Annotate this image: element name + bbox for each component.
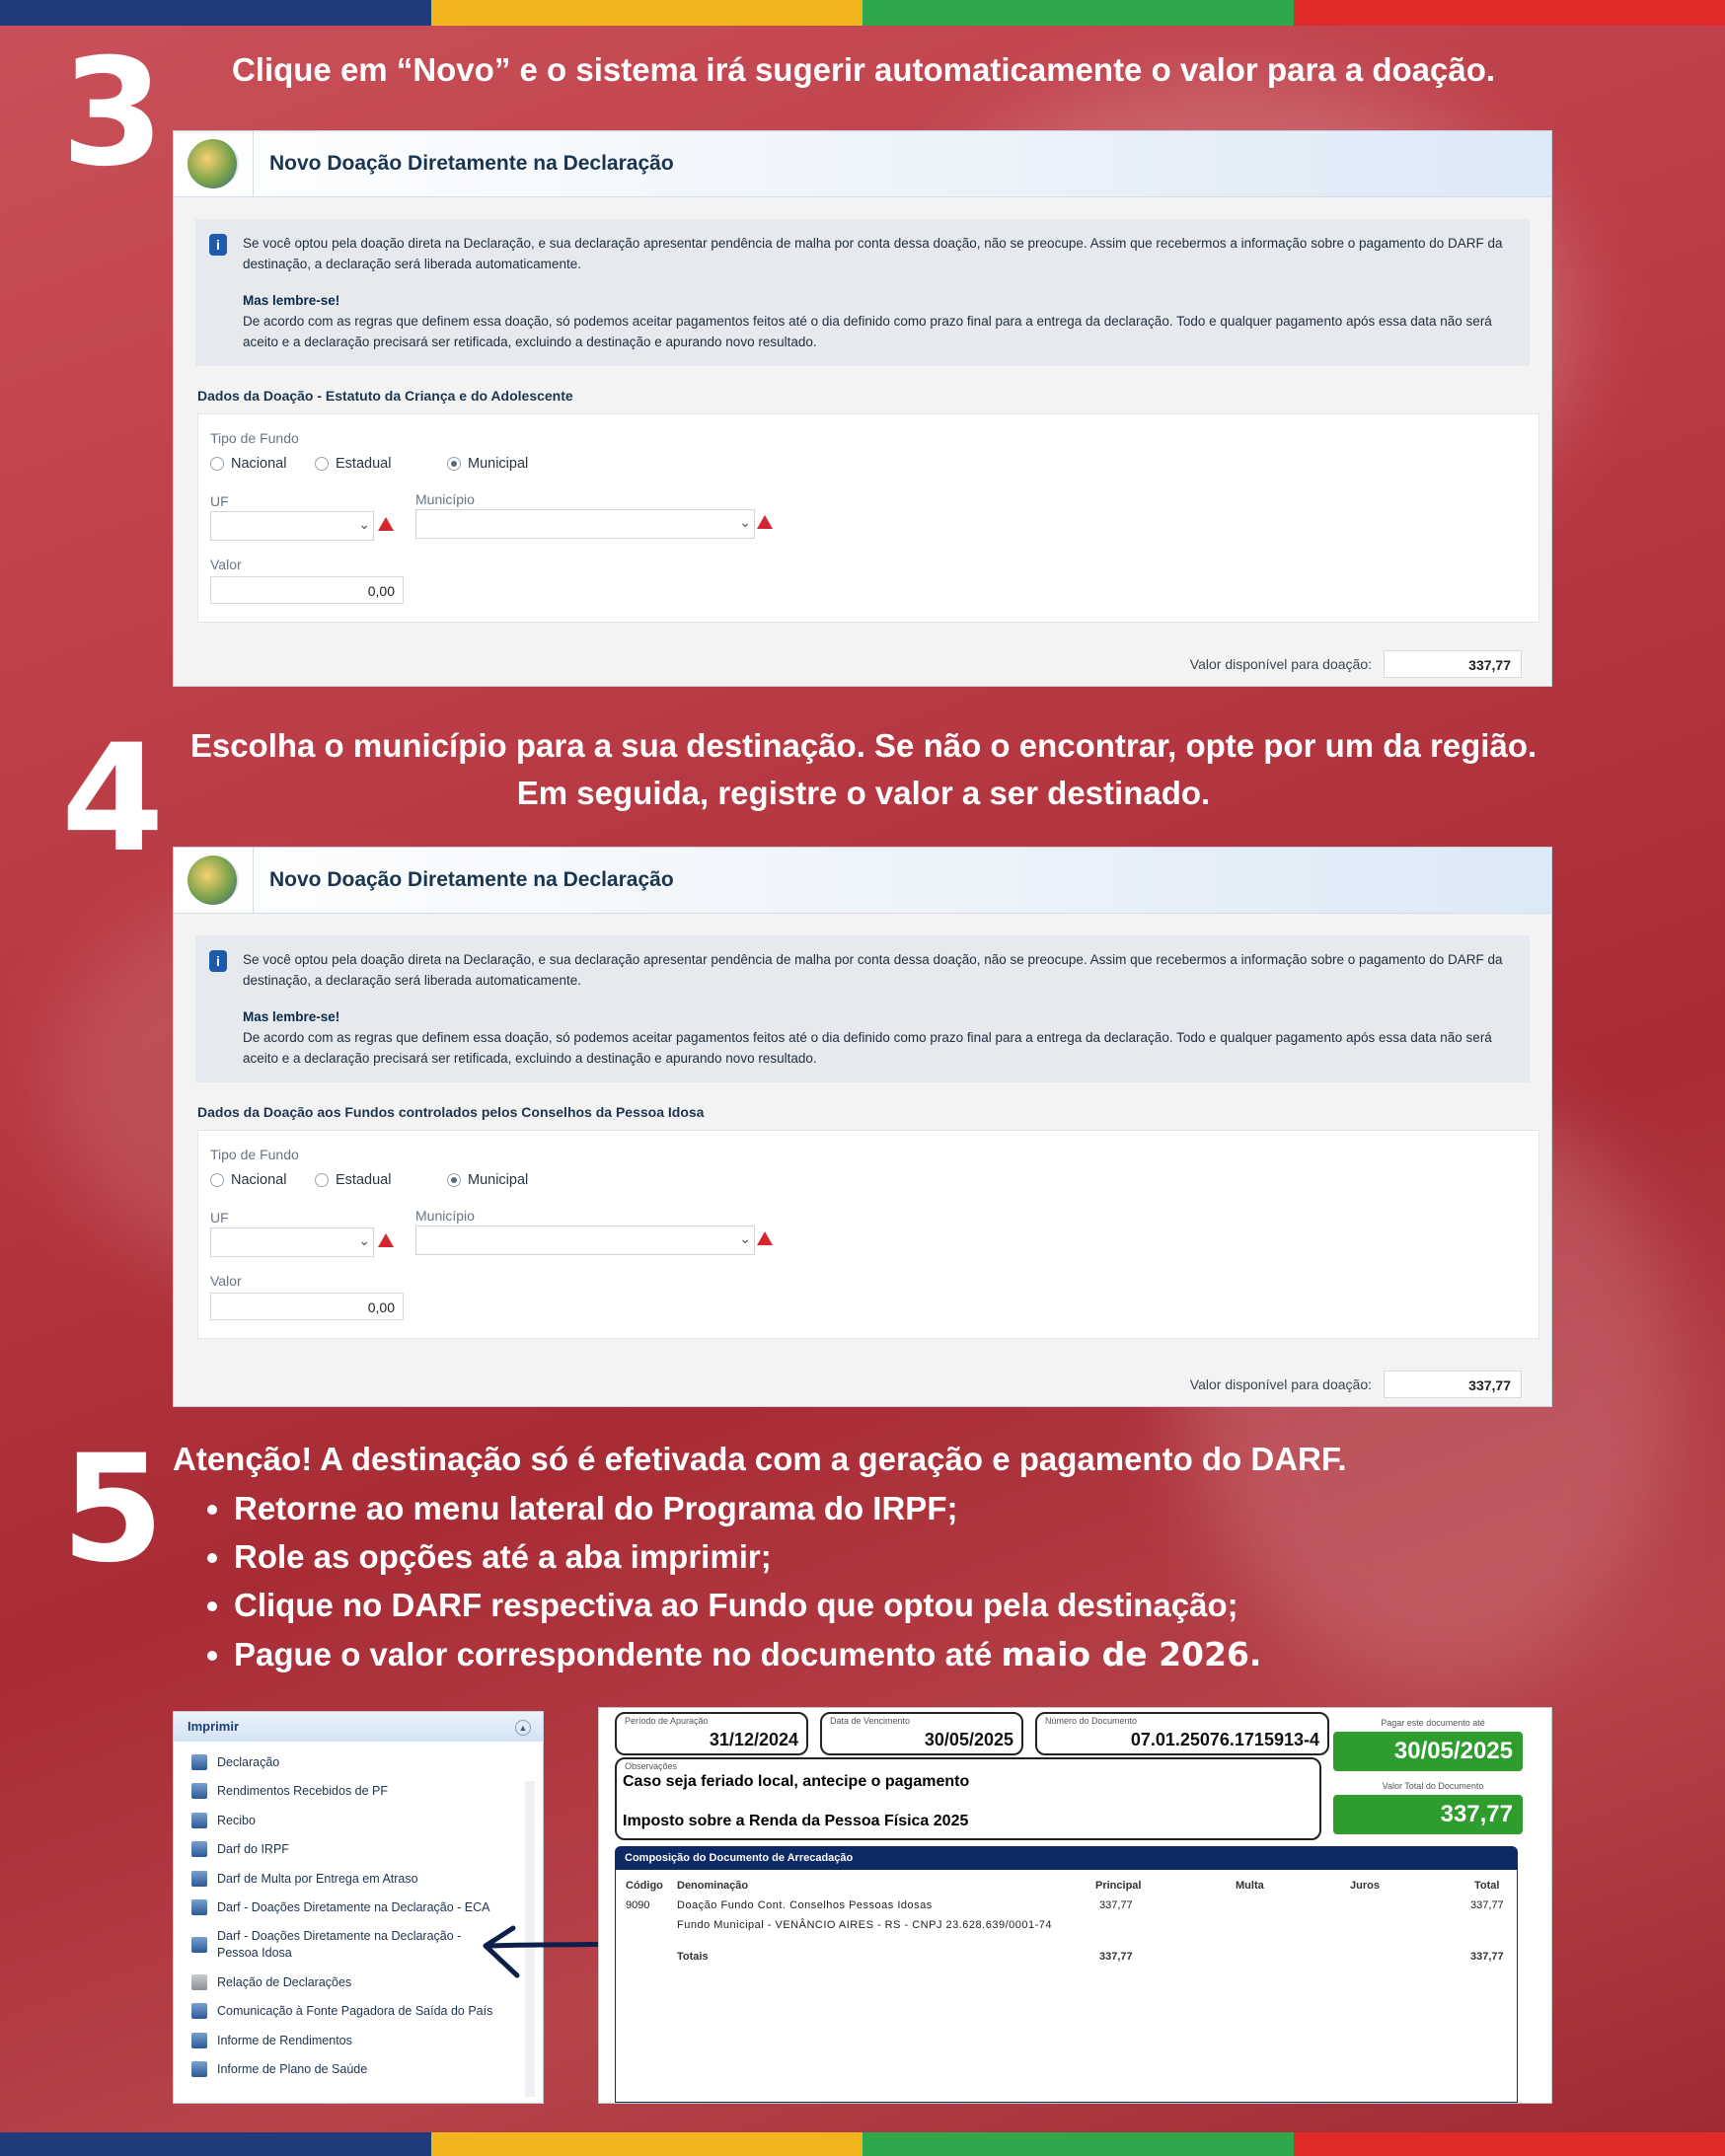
stripe-green [862, 2132, 1294, 2156]
notice-text-2: De acordo com as regras que definem essa doação, só podemos aceitar pagamentos feitos até o dia definido como prazo final para a entrega da declaração. Todo e qualquer pagamento após essa data não será aceito e a declaração precisará ser retificada, excluindo a destinação e apurando novo resultado. [243, 1030, 1492, 1066]
step-5-intro: Atenção! A destinação só é efetivada com a geração e pagamento do DARF. [173, 1441, 1347, 1477]
step-5-instructions [173, 1441, 1347, 1684]
chevron-down-icon: ⌄ [358, 516, 370, 532]
uf-label: UF [210, 1210, 229, 1226]
periodo-value: 31/12/2024 [709, 1730, 798, 1749]
panel-title: Novo Doação Diretamente na Declaração [269, 868, 674, 891]
list-icon [191, 1974, 207, 1990]
instruction-text: Pague o valor correspondente no documento até [234, 1636, 1002, 1673]
menu-item-label: Darf - Doações Diretamente na Declaração - ECA [217, 1900, 490, 1915]
printer-icon [191, 1871, 207, 1887]
radio-dot [210, 457, 224, 471]
periodo-box [615, 1712, 808, 1755]
deadline-highlight: maio de 2026. [1001, 1635, 1262, 1673]
instruction-item: • Clique no DARF respectiva ao Fundo que optou pela destinação; [234, 1587, 1347, 1624]
menu-item-comunicacao[interactable] [174, 1997, 543, 2027]
col-header: Código [626, 1880, 663, 1892]
printer-icon [191, 1783, 207, 1799]
tipo-fundo-label: Tipo de Fundo [210, 1147, 299, 1162]
radio-label: Municipal [468, 456, 529, 472]
info-notice [195, 219, 1530, 366]
printer-icon [191, 1841, 207, 1857]
valor-label: Valor [210, 1273, 242, 1289]
valor-input[interactable]: 0,00 [210, 1293, 404, 1320]
section-title: Dados da Doação aos Fundos controlados pelos Conselhos da Pessoa Idosa [197, 1104, 705, 1120]
radio-label: Estadual [336, 1172, 392, 1188]
valor-label: Valor [210, 557, 242, 572]
panel-header [174, 848, 1551, 914]
row-principal: 337,77 [1099, 1899, 1133, 1911]
obs-line-2: Imposto sobre a Renda da Pessoa Física 2025 [623, 1813, 969, 1829]
vencimento-label: Data de Vencimento [830, 1716, 911, 1726]
info-icon: i [209, 234, 227, 256]
row-code: 9090 [626, 1899, 650, 1911]
available-value: 337,77 [1384, 650, 1522, 678]
printer-icon [191, 2033, 207, 2048]
radio-municipal[interactable] [447, 1172, 528, 1188]
stripe-yellow [431, 2132, 862, 2156]
menu-item-darf-multa[interactable] [174, 1864, 543, 1894]
notice-bold: Mas lembre-se! [243, 293, 340, 308]
donation-form [197, 413, 1539, 623]
available-label: Valor disponível para doação: [1189, 656, 1372, 672]
pagar-value: 30/05/2025 [1333, 1732, 1523, 1771]
tipo-fundo-label: Tipo de Fundo [210, 430, 299, 446]
composicao-header: Composição do Documento de Arrecadação [615, 1846, 1518, 1870]
numero-box [1035, 1712, 1329, 1755]
instruction-item: • Role as opções até a aba imprimir; [234, 1538, 1347, 1576]
col-header: Total [1474, 1880, 1500, 1892]
menu-item-label: Informe de Plano de Saúde [217, 2062, 368, 2077]
totais-principal: 337,77 [1099, 1951, 1133, 1963]
row-desc: Fundo Municipal - VENÂNCIO AIRES - RS - CNPJ 23.628.639/0001-74 [677, 1919, 1052, 1931]
section-title: Dados da Doação - Estatuto da Criança e do Adolescente [197, 388, 573, 404]
menu-item-label: Declaração [217, 1754, 280, 1769]
menu-title: Imprimir [188, 1719, 240, 1734]
menu-header[interactable] [174, 1712, 543, 1742]
menu-item-label: Recibo [217, 1813, 256, 1827]
col-header: Principal [1095, 1880, 1142, 1892]
total-label: Valor Total do Documento [1382, 1781, 1484, 1791]
chevron-down-icon: ⌄ [739, 1230, 751, 1246]
donation-panel [173, 847, 1552, 1407]
donation-panel [173, 130, 1552, 687]
printer-icon [191, 2003, 207, 2019]
donation-form [197, 1130, 1539, 1339]
radio-dot [315, 1173, 329, 1187]
instruction-item [234, 1635, 1347, 1673]
app-logo-icon [188, 139, 239, 188]
composicao-table [615, 1870, 1518, 2103]
radio-nacional[interactable] [210, 456, 286, 472]
municipio-select[interactable] [415, 509, 755, 539]
stripe-yellow [431, 0, 862, 26]
step-number: 4 [61, 713, 165, 885]
available-value: 337,77 [1384, 1371, 1522, 1398]
stripe-green [862, 0, 1294, 26]
col-header: Multa [1236, 1880, 1264, 1892]
notice-text: Se você optou pela doação direta na Declaração, e sua declaração apresentar pendência de malha por conta dessa doação, não se preocupe. Assim que recebermos a informação sobre o pagamento do DARF da destinação, a declaração será liberada automaticamente. [243, 236, 1503, 271]
chevron-down-icon: ⌄ [358, 1232, 370, 1248]
menu-item-label: Darf de Multa por Entrega em Atraso [217, 1871, 418, 1886]
instruction-item: • Retorne ao menu lateral do Programa do IRPF; [234, 1490, 1347, 1527]
radio-dot-selected [447, 457, 461, 471]
stripe-blue [0, 0, 431, 26]
instruction-list [173, 1490, 1347, 1673]
radio-dot [210, 1173, 224, 1187]
warning-icon [378, 1233, 394, 1247]
collapse-icon[interactable]: ▲ [515, 1720, 531, 1736]
numero-value: 07.01.25076.1715913-4 [1130, 1730, 1319, 1749]
available-amount [1190, 650, 1522, 678]
printer-icon [191, 1813, 207, 1828]
printer-icon [191, 2061, 207, 2077]
menu-item-declaracao[interactable] [174, 1747, 543, 1777]
warning-icon [757, 1231, 773, 1245]
menu-item-label: Rendimentos Recebidos de PF [217, 1784, 389, 1799]
menu-item-label: Comunicação à Fonte Pagadora de Saída do País [217, 2004, 493, 2019]
print-menu [173, 1711, 544, 2104]
vencimento-box [820, 1712, 1023, 1755]
printer-icon [191, 1937, 207, 1953]
pagar-label: Pagar este documento até [1381, 1718, 1485, 1728]
menu-item-rendimentos-pf[interactable] [174, 1777, 543, 1807]
menu-item-label: Informe de Rendimentos [217, 2033, 352, 2047]
uf-select[interactable] [210, 511, 374, 541]
app-logo-icon [188, 855, 239, 905]
total-value: 337,77 [1333, 1795, 1523, 1834]
notice-text: Se você optou pela doação direta na Declaração, e sua declaração apresentar pendência de malha por conta dessa doação, não se preocupe. Assim que recebermos a informação sobre o pagamento do DARF da destinação, a declaração será liberada automaticamente. [243, 952, 1503, 988]
heading-line: Em seguida, registre o valor a ser destinado. [516, 775, 1211, 811]
menu-item-darf-irpf[interactable] [174, 1835, 543, 1865]
step-heading [178, 51, 1549, 89]
row-desc: Doação Fundo Cont. Conselhos Pessoas Idosas [677, 1899, 933, 1911]
available-label: Valor disponível para doação: [1189, 1376, 1372, 1392]
warning-icon [757, 515, 773, 529]
menu-item-label: Relação de Declarações [217, 1974, 352, 1989]
obs-label: Observações [625, 1761, 678, 1771]
uf-label: UF [210, 493, 229, 509]
radio-dot-selected [447, 1173, 461, 1187]
color-stripe-top [0, 0, 1725, 26]
valor-input[interactable]: 0,00 [210, 576, 404, 604]
menu-item-darf-eca[interactable] [174, 1894, 543, 1923]
observacoes-box [615, 1757, 1321, 1840]
radio-label: Nacional [231, 456, 287, 472]
menu-item-plano-saude[interactable] [174, 2055, 543, 2085]
radio-estadual[interactable] [315, 1172, 391, 1188]
municipio-label: Município [415, 491, 475, 507]
stripe-red [1294, 2132, 1725, 2156]
chevron-down-icon: ⌄ [739, 514, 751, 530]
heading-line: Clique em “Novo” e o sistema irá sugerir automaticamente o valor para a doação. [231, 51, 1496, 88]
menu-item-recibo[interactable] [174, 1806, 543, 1835]
municipio-select[interactable] [415, 1226, 755, 1255]
radio-dot [315, 457, 329, 471]
stripe-blue [0, 2132, 431, 2156]
warning-icon [378, 517, 394, 531]
numero-label: Número do Documento [1045, 1716, 1138, 1726]
step-heading [178, 722, 1549, 817]
menu-item-informe-rendimentos[interactable] [174, 2026, 543, 2055]
color-stripe-bottom [0, 2132, 1725, 2156]
darf-document [598, 1707, 1552, 2104]
vencimento-value: 30/05/2025 [924, 1730, 1013, 1749]
stripe-red [1294, 0, 1725, 26]
menu-list [174, 1742, 543, 2084]
printer-icon [191, 1899, 207, 1915]
radio-label: Municipal [468, 1172, 529, 1188]
menu-item-label: Darf do IRPF [217, 1842, 289, 1857]
radio-estadual[interactable] [315, 456, 391, 472]
info-notice [195, 935, 1530, 1082]
periodo-label: Período de Apuração [625, 1716, 709, 1726]
heading-line: Escolha o município para a sua destinação. Se não o encontrar, opte por um da região. [189, 727, 1538, 764]
uf-select[interactable] [210, 1227, 374, 1257]
totais-total: 337,77 [1470, 1951, 1504, 1963]
panel-header [174, 131, 1551, 197]
municipio-label: Município [415, 1208, 475, 1224]
available-amount [1190, 1371, 1522, 1398]
notice-bold: Mas lembre-se! [243, 1009, 340, 1024]
step-number: 3 [61, 28, 165, 199]
radio-label: Nacional [231, 1172, 287, 1188]
step-number: 5 [61, 1424, 165, 1596]
row-total: 337,77 [1470, 1899, 1504, 1911]
col-header: Denominação [677, 1880, 749, 1892]
totais-label: Totais [677, 1951, 709, 1963]
printer-icon [191, 1754, 207, 1770]
radio-nacional[interactable] [210, 1172, 286, 1188]
menu-item-label: Darf - Doações Diretamente na Declaração - Pessoa Idosa [217, 1929, 462, 1960]
info-icon: i [209, 950, 227, 972]
radio-label: Estadual [336, 456, 392, 472]
notice-text-2: De acordo com as regras que definem essa doação, só podemos aceitar pagamentos feitos até o dia definido como prazo final para a entrega da declaração. Todo e qualquer pagamento após essa data não será aceito e a declaração precisará ser retificada, excluindo a destinação e apurando novo resultado. [243, 314, 1492, 349]
col-header: Juros [1350, 1880, 1380, 1892]
obs-line-1: Caso seja feriado local, antecipe o pagamento [623, 1773, 970, 1790]
panel-title: Novo Doação Diretamente na Declaração [269, 152, 674, 175]
radio-municipal[interactable] [447, 456, 528, 472]
